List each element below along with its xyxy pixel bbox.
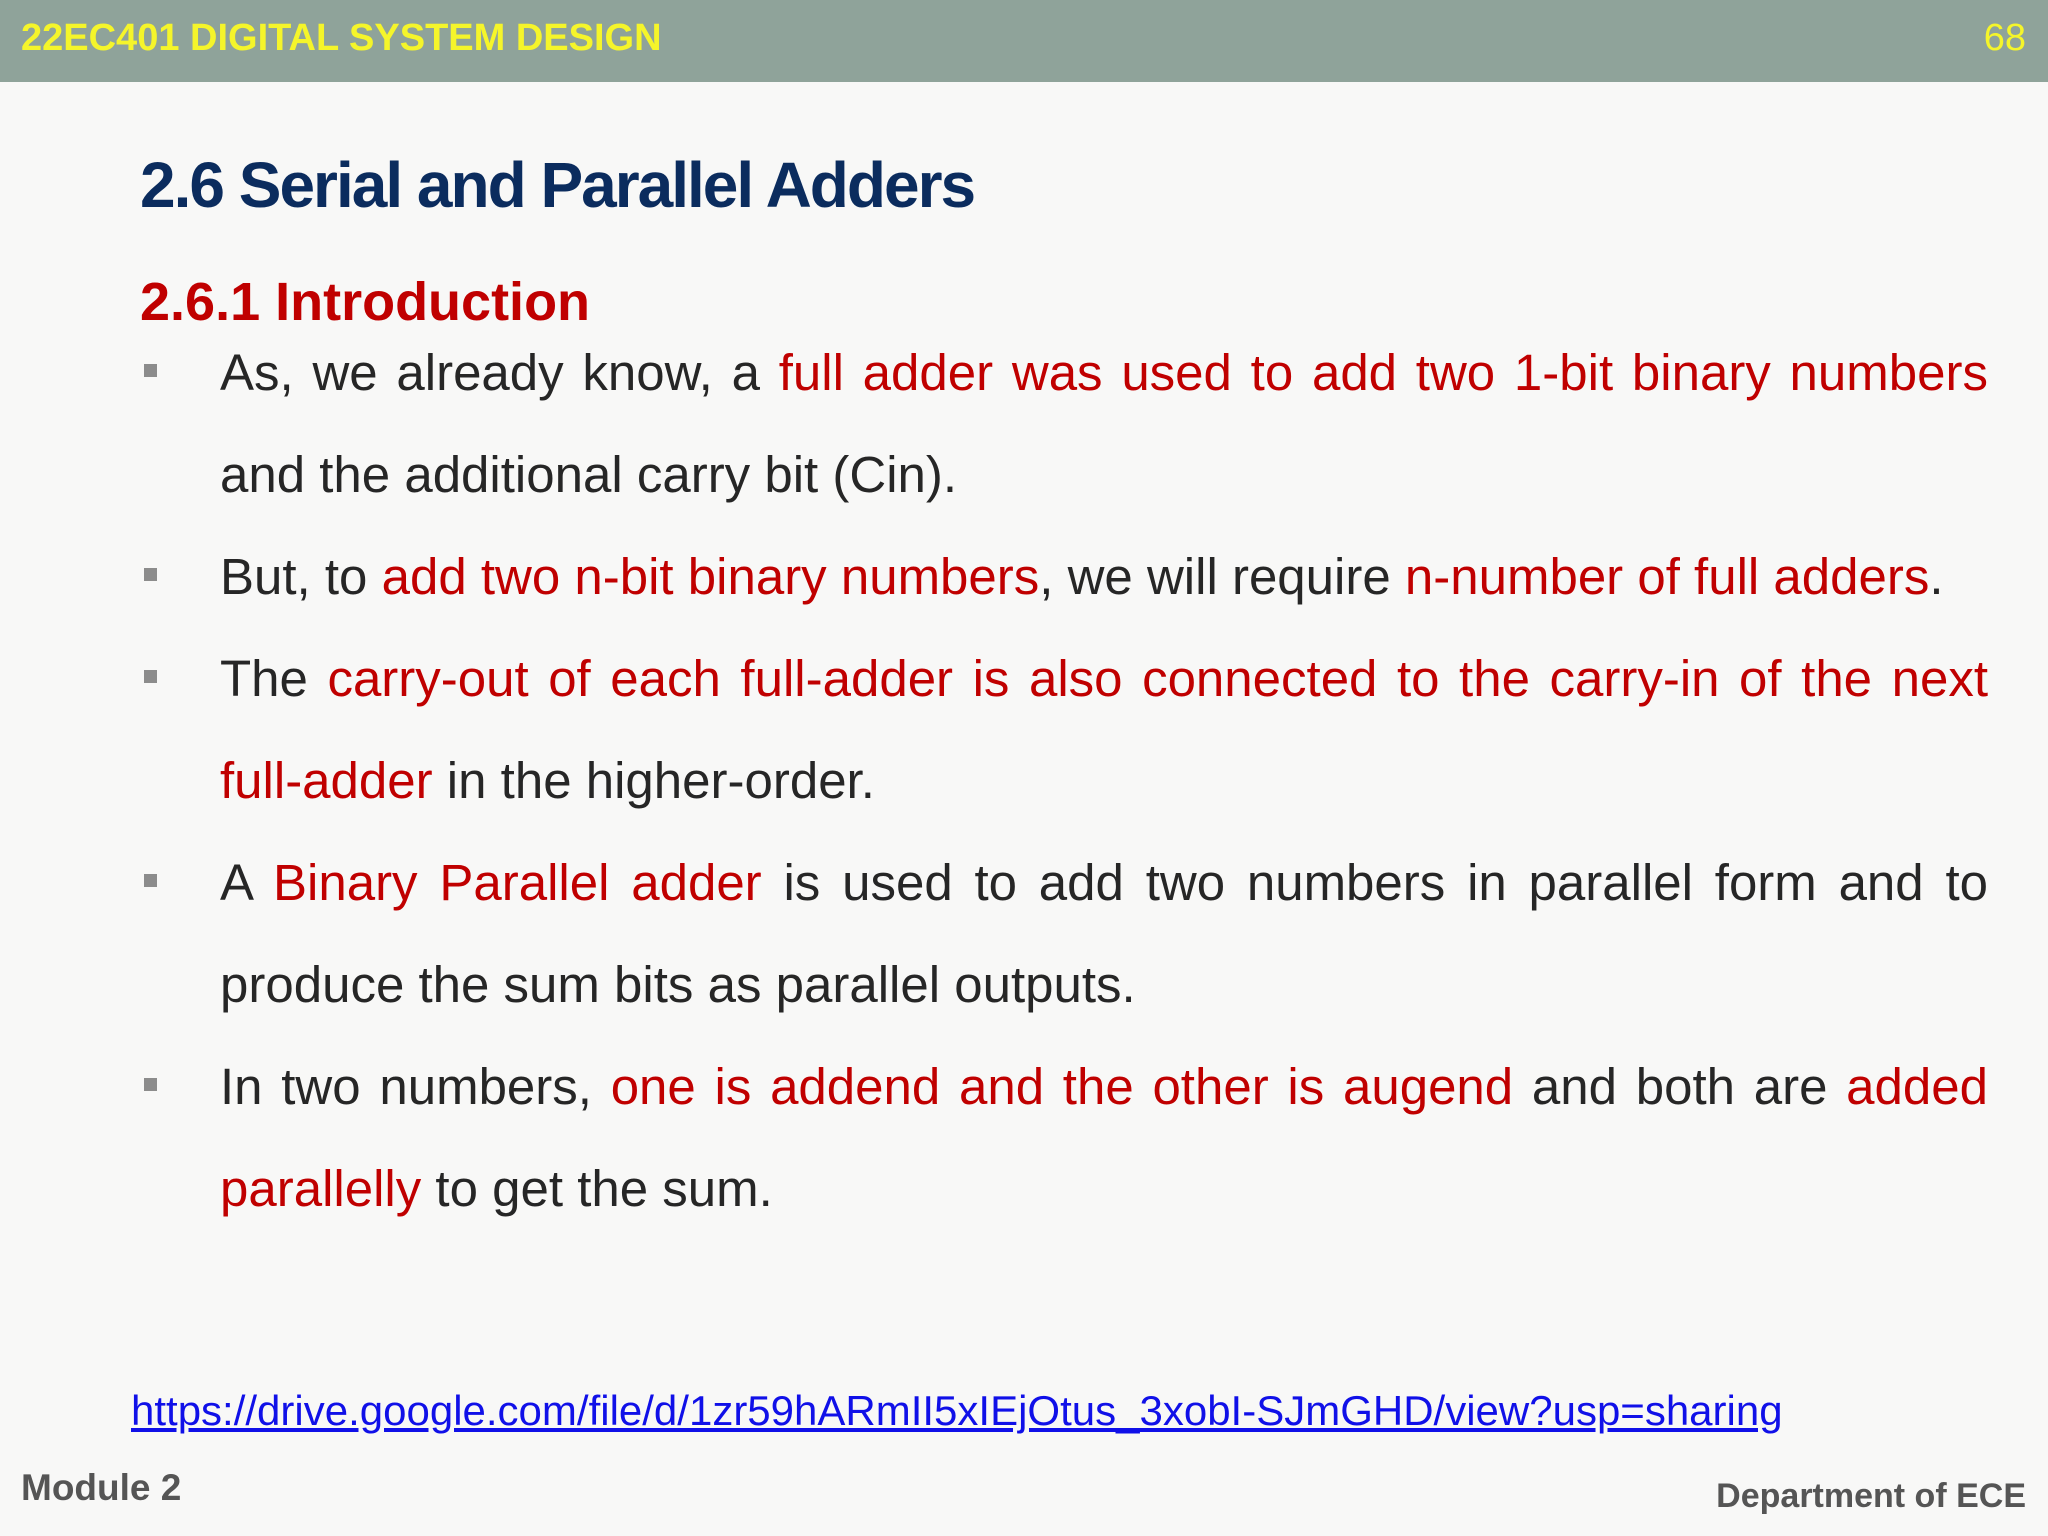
bullet-text-normal: , we will require xyxy=(1039,548,1405,605)
bullet-text-normal: As, we already know, a xyxy=(220,344,779,401)
square-bullet-icon xyxy=(144,670,157,683)
bullet-text-normal: and the additional carry bit (Cin). xyxy=(220,446,958,503)
bullet-item-full-adder xyxy=(140,322,1988,526)
bullet-item-carry-connection xyxy=(140,628,1988,832)
bullet-text xyxy=(220,526,1988,628)
square-bullet-icon xyxy=(144,874,157,887)
bullet-text-highlight: n-number of full adders xyxy=(1404,548,1930,605)
bullet-text-normal: to get the sum. xyxy=(421,1160,773,1217)
bullet-text-normal: is used to add two numbers in parallel form and to produce the sum bits as parallel outputs. xyxy=(220,854,1988,1013)
course-title: 22EC401 DIGITAL SYSTEM DESIGN xyxy=(21,17,662,59)
google-drive-link[interactable]: https://drive.google.com/file/d/1zr59hARmII5xIEjOtus_3xobI-SJmGHD/view?usp=sharing xyxy=(131,1387,1783,1434)
bullet-text xyxy=(220,322,1988,526)
bullet-text-highlight: Binary Parallel adder xyxy=(273,854,762,911)
bullet-item-addend-augend xyxy=(140,1036,1988,1240)
square-bullet-icon xyxy=(144,1078,157,1091)
section-title: 2.6 Serial and Parallel Adders xyxy=(140,148,975,221)
bullet-text-normal: The xyxy=(220,650,328,707)
bullet-text-highlight: add two n-bit binary numbers xyxy=(381,548,1040,605)
bullet-text-highlight: carry-out of each full-adder is also connected to the carry-in of the next full-adder xyxy=(220,650,1988,809)
bullet-text-normal: A xyxy=(220,854,273,911)
module-label: Module 2 xyxy=(21,1467,182,1508)
bullet-text-highlight: one is addend and the other is augend xyxy=(610,1058,1514,1115)
bullet-text xyxy=(220,1036,1988,1240)
slide-number: 68 xyxy=(1983,17,2026,59)
bullet-text-highlight: added parallelly xyxy=(220,1058,1988,1217)
department-label: Department of ECE xyxy=(1716,1477,2026,1515)
bullet-text-normal: . xyxy=(1929,548,1944,605)
square-bullet-icon xyxy=(144,364,157,377)
bullet-text xyxy=(220,832,1988,1036)
subsection-title: 2.6.1 Introduction xyxy=(140,271,591,332)
bullet-text-highlight: full adder was used to add two 1-bit binary numbers xyxy=(778,344,1988,401)
bullet-item-n-bit-addition xyxy=(140,526,1988,628)
square-bullet-icon xyxy=(144,568,157,581)
bullet-text xyxy=(220,628,1988,832)
bullet-list xyxy=(140,322,1988,1240)
bullet-item-binary-parallel-adder xyxy=(140,832,1988,1036)
bullet-text-normal: In two numbers, xyxy=(220,1058,611,1115)
slide-header-bar xyxy=(0,0,2048,82)
bullet-text-normal: and both are xyxy=(1513,1058,1847,1115)
bullet-text-normal: in the higher-order. xyxy=(432,752,875,809)
bullet-text-normal: But, to xyxy=(220,548,382,605)
